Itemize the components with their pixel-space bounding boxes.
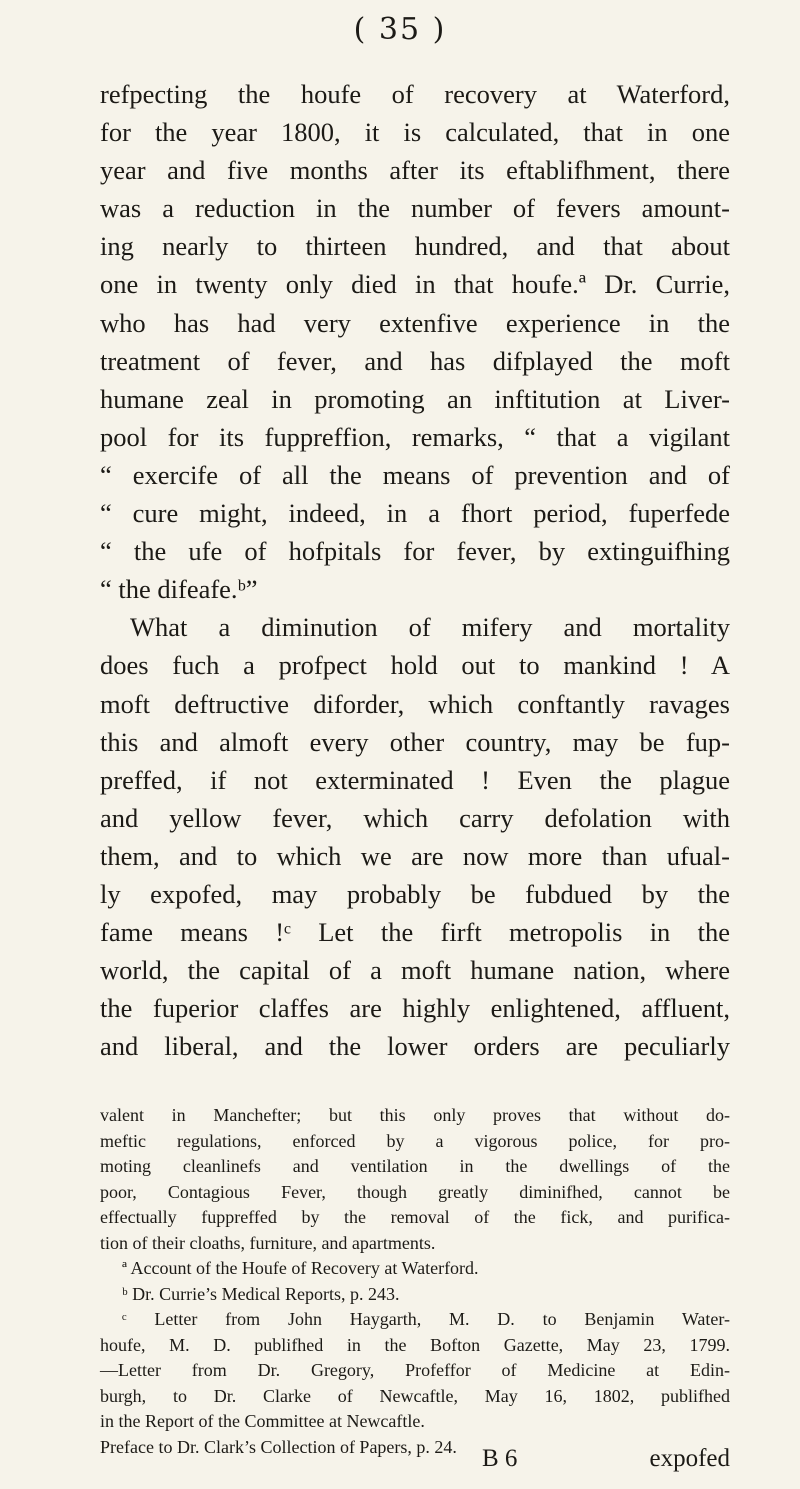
text-line: and liberal, and the lower orders are peculiarly bbox=[100, 1031, 730, 1062]
text-line: fame means !ᶜ Let the firft metropolis in the bbox=[100, 917, 730, 948]
paragraph-start-line: What a diminution of mifery and mortality bbox=[130, 612, 730, 643]
quote-line: “ cure might, indeed, in a fhort period, fuperfede bbox=[100, 498, 730, 529]
text-line: year and five months after its eftablifhment, there bbox=[100, 155, 730, 186]
footnote-line: meftic regulations, enforced by a vigorous police, for pro- bbox=[100, 1130, 730, 1151]
footnotes bbox=[100, 1103, 730, 1460]
text-line: ing nearly to thirteen hundred, and that about bbox=[100, 231, 730, 262]
footnote-line: —Letter from Dr. Gregory, Profeffor of Medicine at Edin- bbox=[100, 1360, 730, 1380]
footnote-a: ª Account of the Houfe of Recovery at Waterford. bbox=[122, 1258, 479, 1278]
footnote-line: houfe, M. D. publifhed in the Bofton Gazette, May 23, 1799. bbox=[100, 1334, 730, 1355]
footnote-b: ᵇ Dr. Currie’s Medical Reports, p. 243. bbox=[122, 1283, 400, 1304]
text-line: preffed, if not exterminated ! Even the plague bbox=[100, 764, 730, 795]
text-line: was a reduction in the number of fevers amount- bbox=[100, 193, 730, 224]
page-number: ( 35 ) bbox=[353, 12, 447, 47]
footnote-line: burgh, to Dr. Clarke of Newcaftle, May 16, 1802, publifhed bbox=[100, 1385, 730, 1406]
text-line: treatment of fever, and has difplayed the moft bbox=[100, 345, 730, 376]
quote-line: “ exercife of all the means of prevention and of bbox=[100, 459, 730, 490]
footnote-c: ᶜ Letter from John Haygarth, M. D. to Benjamin Water- bbox=[122, 1309, 730, 1329]
footnote-line: Preface to Dr. Clark’s Collection of Papers, p. 24. bbox=[100, 1436, 457, 1457]
body-text bbox=[100, 75, 730, 1065]
footnote-line: poor, Contagious Fever, though greatly diminifhed, cannot be bbox=[100, 1181, 730, 1202]
footnote-line: tion of their cloaths, furniture, and apartments. bbox=[100, 1232, 436, 1253]
quote-line: “ the difeafe.ᵇ” bbox=[100, 574, 258, 605]
text-line: world, the capital of a moft humane nation, where bbox=[100, 955, 730, 986]
footnote-line: valent in Manchefter; but this only proves that without do- bbox=[100, 1105, 730, 1125]
text-line: refpecting the houfe of recovery at Waterford, bbox=[100, 79, 730, 109]
footnote-line: moting cleanlinefs and ventilation in the dwellings of the bbox=[100, 1156, 730, 1176]
quote-line: “ the ufe of hofpitals for fever, by extinguifhing bbox=[100, 536, 730, 567]
text-line: the fuperior claffes are highly enlightened, affluent, bbox=[100, 993, 730, 1024]
text-line: pool for its fuppreffion, remarks, “ that a vigilant bbox=[100, 421, 730, 452]
text-line: who has had very extenfive experience in the bbox=[100, 307, 730, 338]
catchword: expofed bbox=[649, 1445, 730, 1472]
footnote-line: effectually fuppreffed by the removal of the fick, and purifica- bbox=[100, 1207, 730, 1227]
text-line: for the year 1800, it is calculated, that in one bbox=[100, 117, 730, 148]
text-line: moft deftructive diforder, which conftantly ravages bbox=[100, 688, 730, 719]
signature-mark: B 6 bbox=[482, 1445, 518, 1472]
text-line: does fuch a profpect hold out to mankind ! A bbox=[100, 650, 730, 681]
text-line: ly expofed, may probably be fubdued by the bbox=[100, 878, 730, 909]
text-line: them, and to which we are now more than ufual- bbox=[100, 840, 730, 871]
text-line: this and almoft every other country, may be fup- bbox=[100, 726, 730, 757]
text-line: one in twenty only died in that houfe.ª Dr. Currie, bbox=[100, 269, 730, 300]
text-line: and yellow fever, which carry defolation with bbox=[100, 802, 730, 833]
footnote-line: in the Report of the Committee at Newcaftle. bbox=[100, 1411, 425, 1431]
text-line: humane zeal in promoting an inftitution at Liver- bbox=[100, 383, 730, 414]
